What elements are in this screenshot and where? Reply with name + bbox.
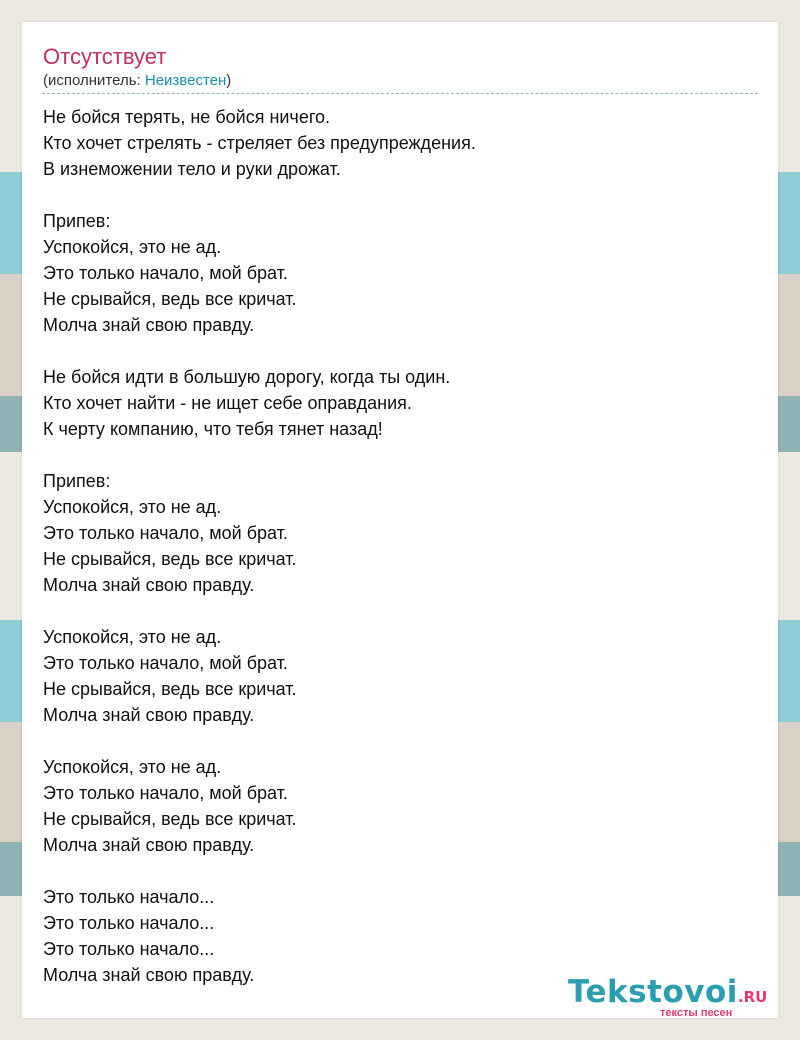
lyric-blank-line xyxy=(43,728,743,754)
artist-prefix: (исполнитель: xyxy=(43,72,145,89)
logo-tagline: тексты песен xyxy=(660,1007,733,1019)
lyric-line: Это только начало, мой брат. xyxy=(43,783,288,803)
lyric-blank-line xyxy=(43,598,743,624)
lyric-line: Не срывайся, ведь все кричат. xyxy=(43,679,297,699)
site-logo[interactable] xyxy=(568,974,778,1020)
lyric-line: В изнеможении тело и руки дрожат. xyxy=(43,159,341,179)
lyric-line: Это только начало, мой брат. xyxy=(43,523,288,543)
lyric-blank-line xyxy=(43,182,743,208)
lyric-line: Молча знай свою правду. xyxy=(43,315,255,335)
lyric-line: Это только начало, мой брат. xyxy=(43,653,288,673)
lyric-blank-line xyxy=(43,442,743,468)
lyric-line: Успокойся, это не ад. xyxy=(43,627,222,647)
divider xyxy=(42,93,758,94)
lyric-blank-line xyxy=(43,338,743,364)
lyric-line: Кто хочет найти - не ищет себе оправдания. xyxy=(43,393,412,413)
logo-name: Tekstovoi xyxy=(568,974,738,1010)
lyrics-card xyxy=(22,22,778,1018)
lyric-line: Припев: xyxy=(43,211,111,231)
lyric-line: К черту компанию, что тебя тянет назад! xyxy=(43,419,383,439)
lyric-line: Это только начало... xyxy=(43,913,215,933)
lyric-line: Успокойся, это не ад. xyxy=(43,757,222,777)
lyric-line: Не бойся терять, не бойся ничего. xyxy=(43,107,331,127)
lyric-blank-line xyxy=(43,858,743,884)
lyrics-text xyxy=(43,104,743,988)
lyric-line: Не срывайся, ведь все кричат. xyxy=(43,289,297,309)
lyric-line: Молча знай свою правду. xyxy=(43,965,255,985)
lyric-line: Кто хочет стрелять - стреляет без предупреждения. xyxy=(43,133,476,153)
lyric-line: Успокойся, это не ад. xyxy=(43,237,222,257)
lyric-line: Это только начало, мой брат. xyxy=(43,263,288,283)
song-title: Отсутствует xyxy=(43,44,167,69)
artist-suffix: ) xyxy=(226,72,232,89)
artist-line xyxy=(43,72,231,90)
lyric-line: Это только начало... xyxy=(43,939,215,959)
lyric-line: Молча знай свою правду. xyxy=(43,835,255,855)
lyric-line: Не срывайся, ведь все кричат. xyxy=(43,809,297,829)
lyric-line: Не бойся идти в большую дорогу, когда ты один. xyxy=(43,367,451,387)
lyric-line: Это только начало... xyxy=(43,887,215,907)
artist-link[interactable]: Неизвестен xyxy=(144,72,227,89)
lyric-line: Успокойся, это не ад. xyxy=(43,497,222,517)
lyric-line: Молча знай свою правду. xyxy=(43,575,255,595)
logo-tld: .RU xyxy=(737,988,768,1006)
lyric-line: Припев: xyxy=(43,471,111,491)
lyric-line: Не срывайся, ведь все кричат. xyxy=(43,549,297,569)
lyric-line: Молча знай свою правду. xyxy=(43,705,255,725)
